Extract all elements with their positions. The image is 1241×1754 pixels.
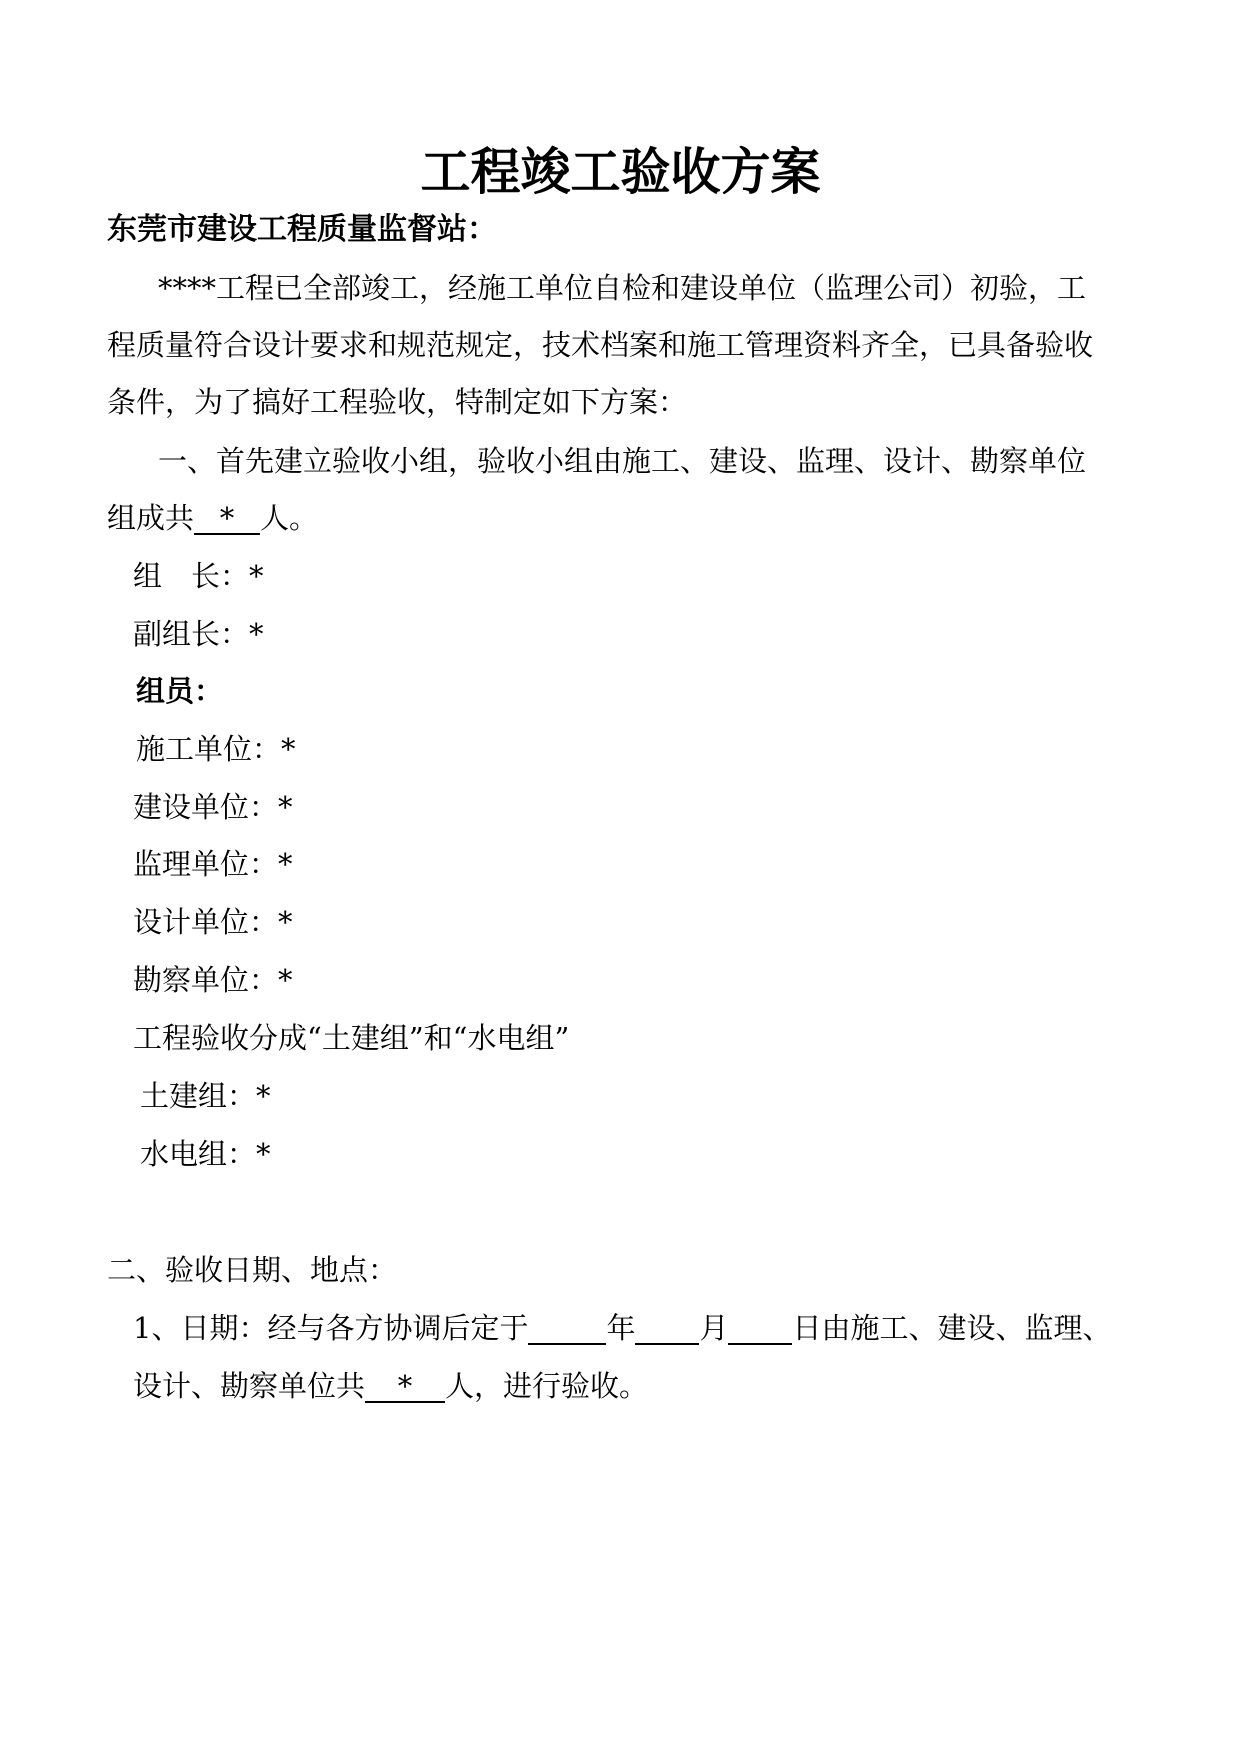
date-line-suffix: 日由施工、建设、监理、 bbox=[792, 1311, 1112, 1345]
leader-line: 组 长：* bbox=[133, 559, 264, 593]
mep-group-line: 水电组：* bbox=[140, 1137, 271, 1171]
day-blank bbox=[728, 1313, 792, 1345]
member-survey-unit: 勘察单位：* bbox=[133, 963, 293, 997]
member-count-blank: * bbox=[194, 503, 260, 535]
section2-line-2-prefix: 设计、勘察单位共 bbox=[133, 1369, 366, 1403]
section1-line-2-prefix: 组成共 bbox=[107, 501, 195, 535]
members-heading: 组员： bbox=[136, 674, 224, 708]
intro-line-2: 程质量符合设计要求和规范规定，技术档案和施工管理资料齐全，已具备验收 bbox=[107, 328, 1094, 362]
section1-line-1: 一、首先建立验收小组，验收小组由施工、建设、监理、设计、勘察单位 bbox=[158, 444, 1087, 478]
month-label: 月 bbox=[699, 1311, 729, 1345]
member-supervision-unit: 监理单位：* bbox=[133, 847, 293, 881]
section1-line-2 bbox=[107, 498, 318, 538]
member-design-unit: 设计单位：* bbox=[133, 905, 293, 939]
intro-line-3: 条件，为了搞好工程验收，特制定如下方案： bbox=[107, 385, 688, 419]
vice-leader-line: 副组长：* bbox=[133, 617, 264, 651]
section2-heading: 二、验收日期、地点： bbox=[107, 1253, 398, 1287]
member-construction-unit: 施工单位：* bbox=[136, 732, 296, 766]
month-blank bbox=[635, 1313, 699, 1345]
document-title: 工程竣工验收方案 bbox=[420, 143, 821, 201]
addressee: 东莞市建设工程质量监督站： bbox=[107, 212, 497, 247]
groups-intro: 工程验收分成“土建组”和“水电组” bbox=[133, 1021, 570, 1055]
year-blank bbox=[528, 1313, 606, 1345]
member-owner-unit: 建设单位：* bbox=[133, 790, 293, 824]
participant-count-blank: * bbox=[365, 1371, 445, 1403]
intro-line-1: ****工程已全部竣工，经施工单位自检和建设单位（监理公司）初验，工 bbox=[158, 271, 1087, 305]
section1-line-2-suffix: 人。 bbox=[260, 501, 319, 535]
section2-line-2 bbox=[133, 1366, 648, 1406]
section2-date-line bbox=[133, 1308, 1112, 1348]
date-line-prefix: 1、日期：经与各方协调后定于 bbox=[133, 1311, 529, 1345]
civil-group-line: 土建组：* bbox=[140, 1079, 271, 1113]
section2-line-2-suffix: 人，进行验收。 bbox=[445, 1369, 649, 1403]
year-label: 年 bbox=[606, 1311, 636, 1345]
